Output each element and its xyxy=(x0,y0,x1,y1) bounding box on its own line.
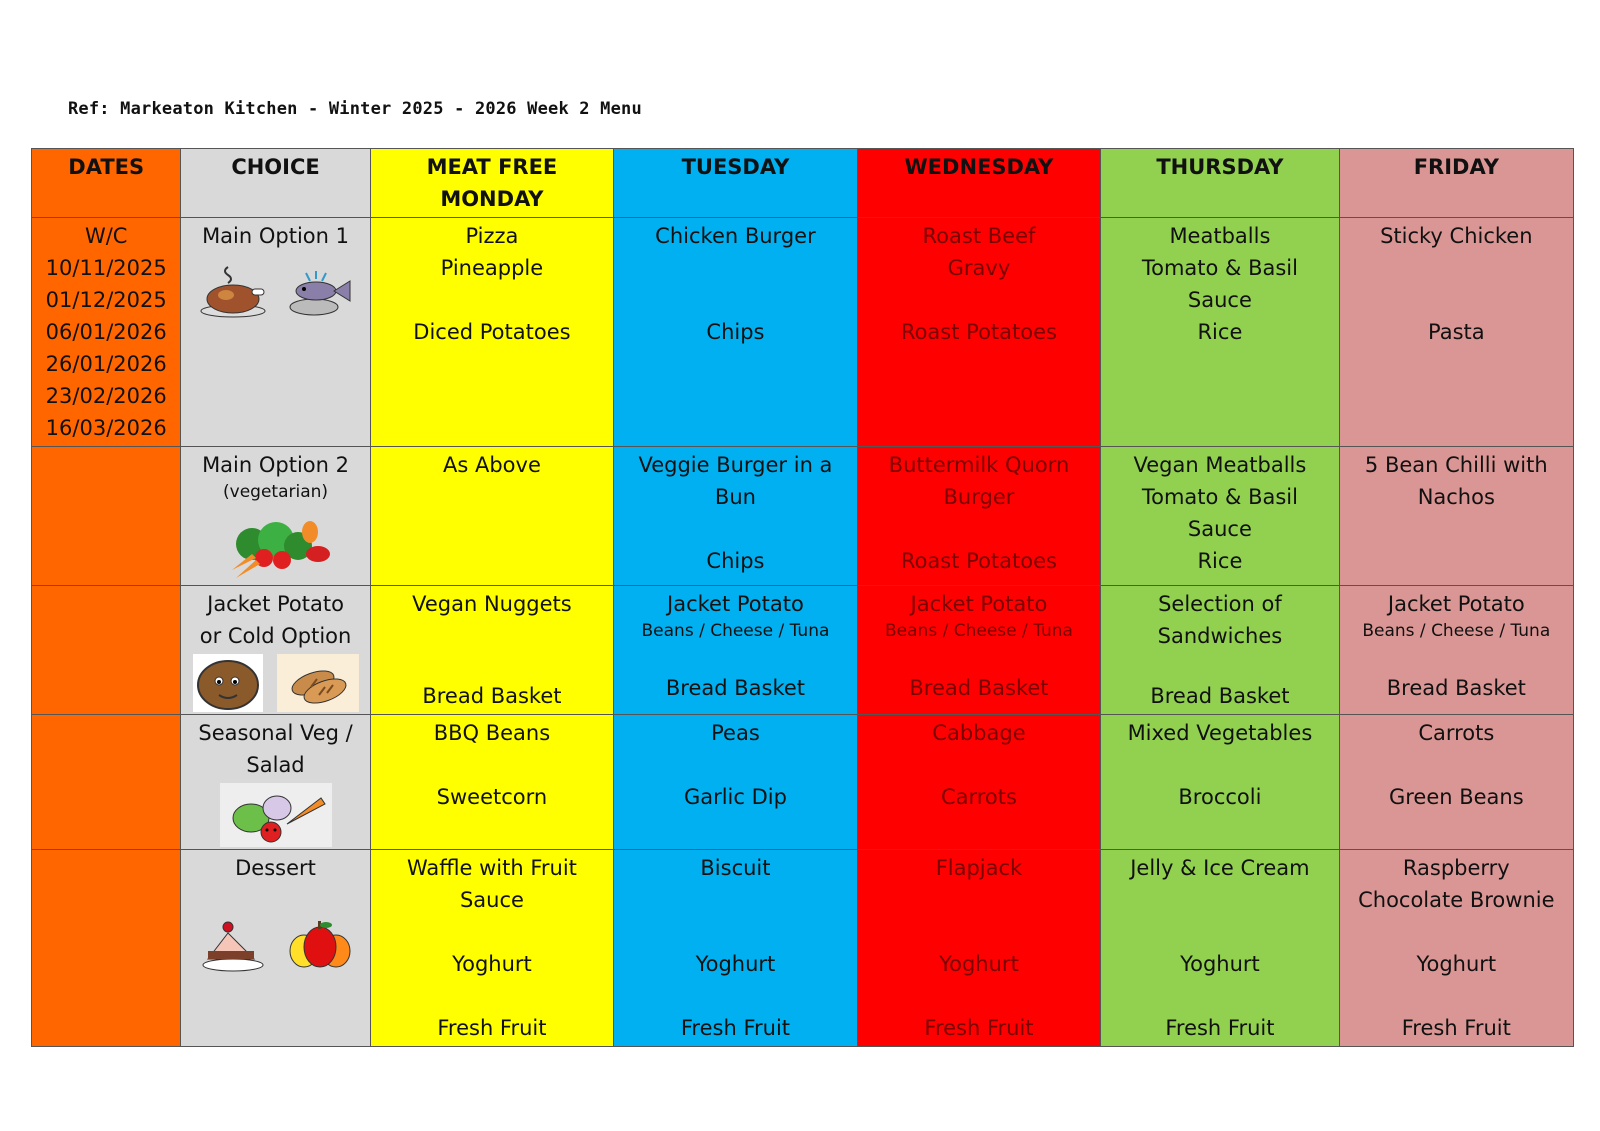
cell-mon-veg xyxy=(370,715,614,850)
menu-item: 5 Bean Chilli with xyxy=(1364,453,1548,477)
choice-label: Salad xyxy=(246,753,305,777)
header-thursday: THURSDAY xyxy=(1101,149,1339,218)
menu-item: Fresh Fruit xyxy=(924,1016,1034,1040)
menu-item: Sandwiches xyxy=(1157,624,1283,648)
header-dates: DATES xyxy=(32,149,181,218)
cell-wed-veg xyxy=(857,715,1101,850)
menu-item: Rice xyxy=(1197,320,1243,344)
menu-item: Nachos xyxy=(1417,485,1495,509)
fruit-icon xyxy=(283,912,355,974)
menu-item: Veggie Burger in a xyxy=(638,453,833,477)
choice-main-option-1 xyxy=(181,218,370,447)
choice-label: Dessert xyxy=(235,856,316,880)
choice-jacket-potato xyxy=(181,586,370,715)
choice-label: Jacket Potato xyxy=(207,592,344,616)
cell-tue-main1 xyxy=(614,218,858,447)
date-item: 06/01/2026 xyxy=(45,320,167,344)
menu-item: Bread Basket xyxy=(909,676,1049,700)
choice-images xyxy=(185,258,365,320)
cell-fri-veg xyxy=(1339,715,1573,850)
choice-note: (vegetarian) xyxy=(223,482,329,502)
cell-thu-dessert xyxy=(1101,850,1339,1047)
menu-item: Fresh Fruit xyxy=(1165,1016,1275,1040)
vegetables-icon xyxy=(211,509,341,583)
cell-thu-main1 xyxy=(1101,218,1339,447)
header-friday: FRIDAY xyxy=(1339,149,1573,218)
menu-reference-title: Ref: Markeaton Kitchen - Winter 2025 - 2026 Week 2 Menu xyxy=(68,99,642,119)
choice-images xyxy=(185,783,365,847)
menu-item: Buttermilk Quorn xyxy=(888,453,1070,477)
dates-cell-empty xyxy=(32,586,181,715)
header-choice: CHOICE xyxy=(181,149,370,218)
menu-item: Jacket Potato xyxy=(667,592,804,616)
fish-icon xyxy=(283,258,355,320)
menu-item: Pizza xyxy=(465,224,519,248)
menu-item: Jelly & Ice Cream xyxy=(1130,856,1310,880)
row-seasonal-veg xyxy=(32,715,1574,850)
roast-chicken-icon xyxy=(197,258,269,320)
menu-item: Waffle with Fruit xyxy=(406,856,577,880)
choice-label: Seasonal Veg / xyxy=(198,721,353,745)
menu-item: Selection of xyxy=(1158,592,1282,616)
header-tuesday: TUESDAY xyxy=(614,149,858,218)
menu-item: Sticky Chicken xyxy=(1380,224,1533,248)
date-item: 01/12/2025 xyxy=(45,288,167,312)
dates-cell-empty xyxy=(32,447,181,586)
dates-cell-empty xyxy=(32,715,181,850)
cell-mon-main1 xyxy=(370,218,614,447)
menu-item-detail: Beans / Cheese / Tuna xyxy=(1362,621,1551,641)
salad-icon xyxy=(220,783,332,847)
cell-fri-main1 xyxy=(1339,218,1573,447)
menu-item: Meatballs xyxy=(1169,224,1271,248)
cell-fri-jacket xyxy=(1339,586,1573,715)
choice-images xyxy=(185,654,365,712)
menu-item: Chicken Burger xyxy=(655,224,816,248)
menu-item: Sauce xyxy=(1187,517,1252,541)
menu-item: Bun xyxy=(714,485,756,509)
choice-label: or Cold Option xyxy=(199,624,352,648)
menu-item: Jacket Potato xyxy=(1387,592,1525,616)
menu-item-detail: Beans / Cheese / Tuna xyxy=(885,621,1073,641)
menu-item: Biscuit xyxy=(700,856,771,880)
menu-item: Roast Beef xyxy=(922,224,1036,248)
menu-item: Roast Potatoes xyxy=(900,320,1057,344)
menu-item: Rice xyxy=(1197,549,1243,573)
menu-item: Broccoli xyxy=(1178,785,1262,809)
menu-item: Pasta xyxy=(1427,320,1485,344)
cell-wed-dessert xyxy=(857,850,1101,1047)
date-item: 23/02/2026 xyxy=(45,384,167,408)
menu-item: BBQ Beans xyxy=(433,721,551,745)
menu-item: Carrots xyxy=(940,785,1017,809)
cell-wed-main2 xyxy=(857,447,1101,586)
menu-item-detail: Beans / Cheese / Tuna xyxy=(641,621,830,641)
menu-item: Fresh Fruit xyxy=(1401,1016,1511,1040)
row-jacket-potato xyxy=(32,586,1574,715)
menu-item: Yoghurt xyxy=(939,952,1019,976)
bread-icon xyxy=(277,654,359,712)
date-item: 10/11/2025 xyxy=(45,256,167,280)
menu-item: Gravy xyxy=(947,256,1011,280)
header-monday-line1: MEAT FREE xyxy=(426,155,558,179)
menu-item: Yoghurt xyxy=(695,952,776,976)
menu-item: Jacket Potato xyxy=(910,592,1048,616)
cell-mon-jacket xyxy=(370,586,614,715)
menu-item: Sweetcorn xyxy=(436,785,548,809)
menu-item: As Above xyxy=(442,453,541,477)
header-monday xyxy=(370,149,614,218)
menu-item: Vegan Meatballs xyxy=(1133,453,1307,477)
menu-item: Green Beans xyxy=(1388,785,1524,809)
menu-item: Tomato & Basil xyxy=(1141,485,1298,509)
menu-item: Yoghurt xyxy=(1180,952,1260,976)
menu-item: Bread Basket xyxy=(1386,676,1526,700)
header-row xyxy=(32,149,1574,218)
menu-item: Yoghurt xyxy=(452,952,532,976)
menu-item: Fresh Fruit xyxy=(437,1016,547,1040)
menu-item: Chips xyxy=(706,320,765,344)
menu-item: Mixed Vegetables xyxy=(1127,721,1313,745)
choice-main-option-2 xyxy=(181,447,370,586)
menu-item: Cabbage xyxy=(932,721,1026,745)
row-main-option-2 xyxy=(32,447,1574,586)
menu-item: Bread Basket xyxy=(1150,684,1290,708)
date-item: 16/03/2026 xyxy=(45,416,167,440)
menu-item: Bread Basket xyxy=(422,684,562,708)
menu-item: Flapjack xyxy=(935,856,1023,880)
menu-item: Raspberry xyxy=(1402,856,1510,880)
menu-item: Bread Basket xyxy=(665,676,806,700)
cell-thu-main2 xyxy=(1101,447,1339,586)
menu-table xyxy=(31,148,1574,1047)
cell-wed-jacket xyxy=(857,586,1101,715)
cell-fri-dessert xyxy=(1339,850,1573,1047)
cell-wed-main1 xyxy=(857,218,1101,447)
potato-icon xyxy=(193,654,263,712)
dates-cell-empty xyxy=(32,850,181,1047)
menu-item: Peas xyxy=(711,721,760,745)
dates-label: W/C xyxy=(84,224,128,248)
cell-tue-main2 xyxy=(614,447,858,586)
menu-item: Burger xyxy=(943,485,1015,509)
cell-tue-jacket xyxy=(614,586,858,715)
row-main-option-1 xyxy=(32,218,1574,447)
choice-label: Main Option 2 xyxy=(202,453,349,477)
menu-item: Tomato & Basil xyxy=(1141,256,1298,280)
cell-fri-main2 xyxy=(1339,447,1573,586)
dates-cell xyxy=(32,218,181,447)
menu-item: Diced Potatoes xyxy=(413,320,571,344)
menu-item: Chips xyxy=(706,549,765,573)
cell-mon-dessert xyxy=(370,850,614,1047)
choice-images xyxy=(185,509,365,583)
cell-mon-main2 xyxy=(370,447,614,586)
choice-dessert xyxy=(181,850,370,1047)
menu-item: Sauce xyxy=(459,888,524,912)
menu-item: Garlic Dip xyxy=(683,785,787,809)
menu-item: Yoghurt xyxy=(1416,952,1497,976)
cake-icon xyxy=(197,912,269,974)
menu-item: Carrots xyxy=(1418,721,1495,745)
menu-item: Sauce xyxy=(1187,288,1252,312)
cell-thu-jacket xyxy=(1101,586,1339,715)
choice-seasonal-veg xyxy=(181,715,370,850)
menu-item: Pineapple xyxy=(440,256,544,280)
cell-thu-veg xyxy=(1101,715,1339,850)
header-wednesday: WEDNESDAY xyxy=(857,149,1101,218)
menu-item: Roast Potatoes xyxy=(900,549,1057,573)
cell-tue-dessert xyxy=(614,850,858,1047)
row-dessert xyxy=(32,850,1574,1047)
date-item: 26/01/2026 xyxy=(45,352,167,376)
header-monday-line2: MONDAY xyxy=(440,187,544,211)
menu-item: Fresh Fruit xyxy=(680,1016,791,1040)
cell-tue-veg xyxy=(614,715,858,850)
choice-images xyxy=(185,912,365,974)
menu-item: Vegan Nuggets xyxy=(412,592,572,616)
menu-item: Chocolate Brownie xyxy=(1358,888,1555,912)
choice-label: Main Option 1 xyxy=(202,224,349,248)
